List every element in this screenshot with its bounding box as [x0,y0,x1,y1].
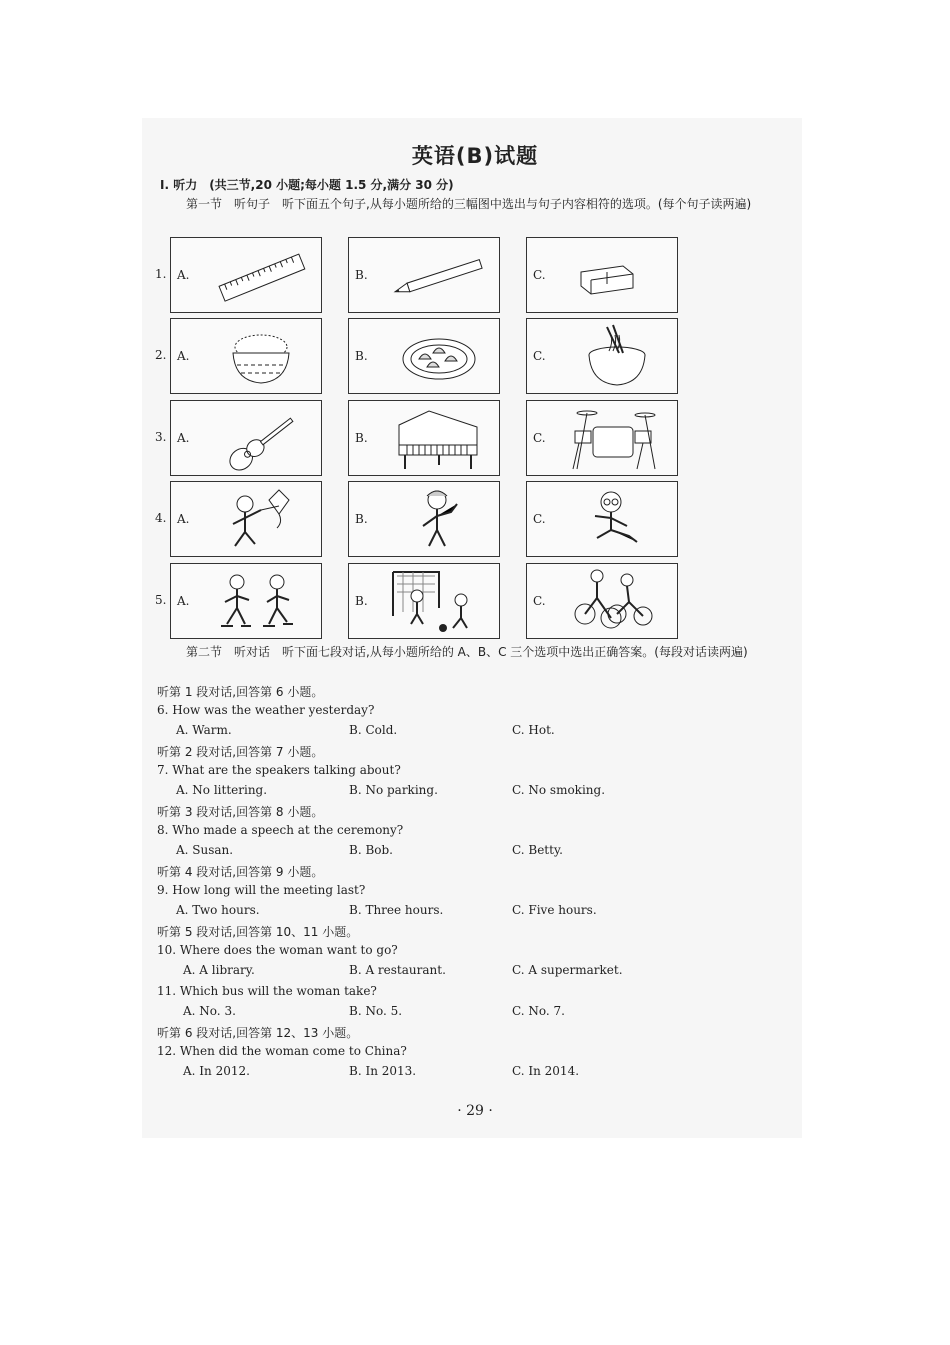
option-letter: C. [533,349,546,363]
boy-flying-kite-icon [211,486,311,552]
option-box [348,563,500,639]
option-box [526,400,678,476]
picture-question-3 [155,400,685,476]
option-b: B. Bob. [349,843,393,857]
option-box [348,237,500,313]
section-heading: I. 听力 (共三节,20 小题;每小题 1.5 分,满分 30 分) [160,178,454,192]
option-a: A. No. 3. [183,1004,236,1018]
picture-question-2 [155,318,685,394]
rice-bowl-icon [211,323,311,389]
option-a: A. In 2012. [183,1064,250,1078]
question-number: 5. [155,593,167,607]
option-box [170,237,322,313]
option-c: C. Betty. [512,843,563,857]
dialogue-intro: 听第 4 段对话,回答第 9 小题。 [157,865,324,879]
option-c: C. No smoking. [512,783,606,797]
option-letter: A. [177,594,190,608]
question-text: 12. When did the woman come to China? [157,1044,407,1058]
dialogue-intro: 听第 2 段对话,回答第 7 小题。 [157,745,324,759]
option-b: B. Cold. [349,723,398,737]
option-box [170,318,322,394]
dialogue-intro: 听第 5 段对话,回答第 10、11 小题。 [157,925,359,939]
question-number: 3. [155,430,167,444]
option-a: A. A library. [183,963,255,977]
option-letter: B. [355,268,368,282]
drums-icon [567,405,667,471]
option-box [526,237,678,313]
option-letter: B. [355,349,368,363]
question-text: 6. How was the weather yesterday? [157,703,375,717]
question-text: 11. Which bus will the woman take? [157,984,377,998]
ruler-icon [211,242,311,308]
picture-question-1 [155,237,685,313]
option-b: B. Three hours. [349,903,444,917]
dialogue-intro: 听第 6 段对话,回答第 12、13 小题。 [157,1026,359,1040]
option-box [348,481,500,557]
option-b: B. No. 5. [349,1004,403,1018]
option-letter: C. [533,268,546,282]
option-letter: A. [177,268,190,282]
boy-sitting-icon [567,486,667,552]
picture-question-4 [155,481,685,557]
question-number: 4. [155,511,167,525]
pencil-icon [389,242,489,308]
kids-riding-bikes-icon [567,568,667,634]
option-c: C. Five hours. [512,903,597,917]
option-b: B. A restaurant. [349,963,446,977]
option-box [526,563,678,639]
eraser-icon [567,242,667,308]
question-number: 1. [155,267,167,281]
option-box [526,481,678,557]
guitar-icon [211,405,311,471]
option-a: A. Susan. [176,843,234,857]
option-box [526,318,678,394]
option-letter: C. [533,512,546,526]
option-b: B. No parking. [349,783,438,797]
option-a: A. Warm. [176,723,232,737]
dialogue-intro: 听第 3 段对话,回答第 8 小题。 [157,805,324,819]
option-a: A. Two hours. [176,903,260,917]
kids-skating-icon [211,568,311,634]
page-number: · 29 · [457,1103,493,1119]
option-box [170,563,322,639]
question-text: 8. Who made a speech at the ceremony? [157,823,404,837]
option-b: B. In 2013. [349,1064,417,1078]
noodles-bowl-icon [567,323,667,389]
part2-instruction: 第二节 听对话 听下面七段对话,从每小题所给的 A、B、C 三个选项中选出正确答案。(每段对话读两遍) [186,645,748,659]
option-letter: C. [533,431,546,445]
boy-waving-icon [389,486,489,552]
option-letter: B. [355,431,368,445]
picture-question-5 [155,563,685,639]
option-a: A. No littering. [176,783,268,797]
question-number: 2. [155,348,167,362]
option-letter: B. [355,594,368,608]
page-title: 英语(B)试题 [411,144,539,168]
option-c: C. In 2014. [512,1064,580,1078]
option-box [170,400,322,476]
option-box [348,318,500,394]
dumplings-plate-icon [389,323,489,389]
option-letter: A. [177,512,190,526]
kids-playing-football-icon [389,568,489,634]
option-box [170,481,322,557]
dialogue-intro: 听第 1 段对话,回答第 6 小题。 [157,685,324,699]
option-c: C. No. 7. [512,1004,565,1018]
option-letter: B. [355,512,368,526]
option-c: C. Hot. [512,723,555,737]
part1-instruction: 第一节 听句子 听下面五个句子,从每小题所给的三幅图中选出与句子内容相符的选项。(每个句子读两遍) [186,197,752,211]
option-letter: A. [177,349,190,363]
option-c: C. A supermarket. [512,963,623,977]
piano-icon [389,405,489,471]
option-letter: C. [533,594,546,608]
question-text: 7. What are the speakers talking about? [157,763,401,777]
option-box [348,400,500,476]
question-text: 9. How long will the meeting last? [157,883,366,897]
question-text: 10. Where does the woman want to go? [157,943,398,957]
option-letter: A. [177,431,190,445]
